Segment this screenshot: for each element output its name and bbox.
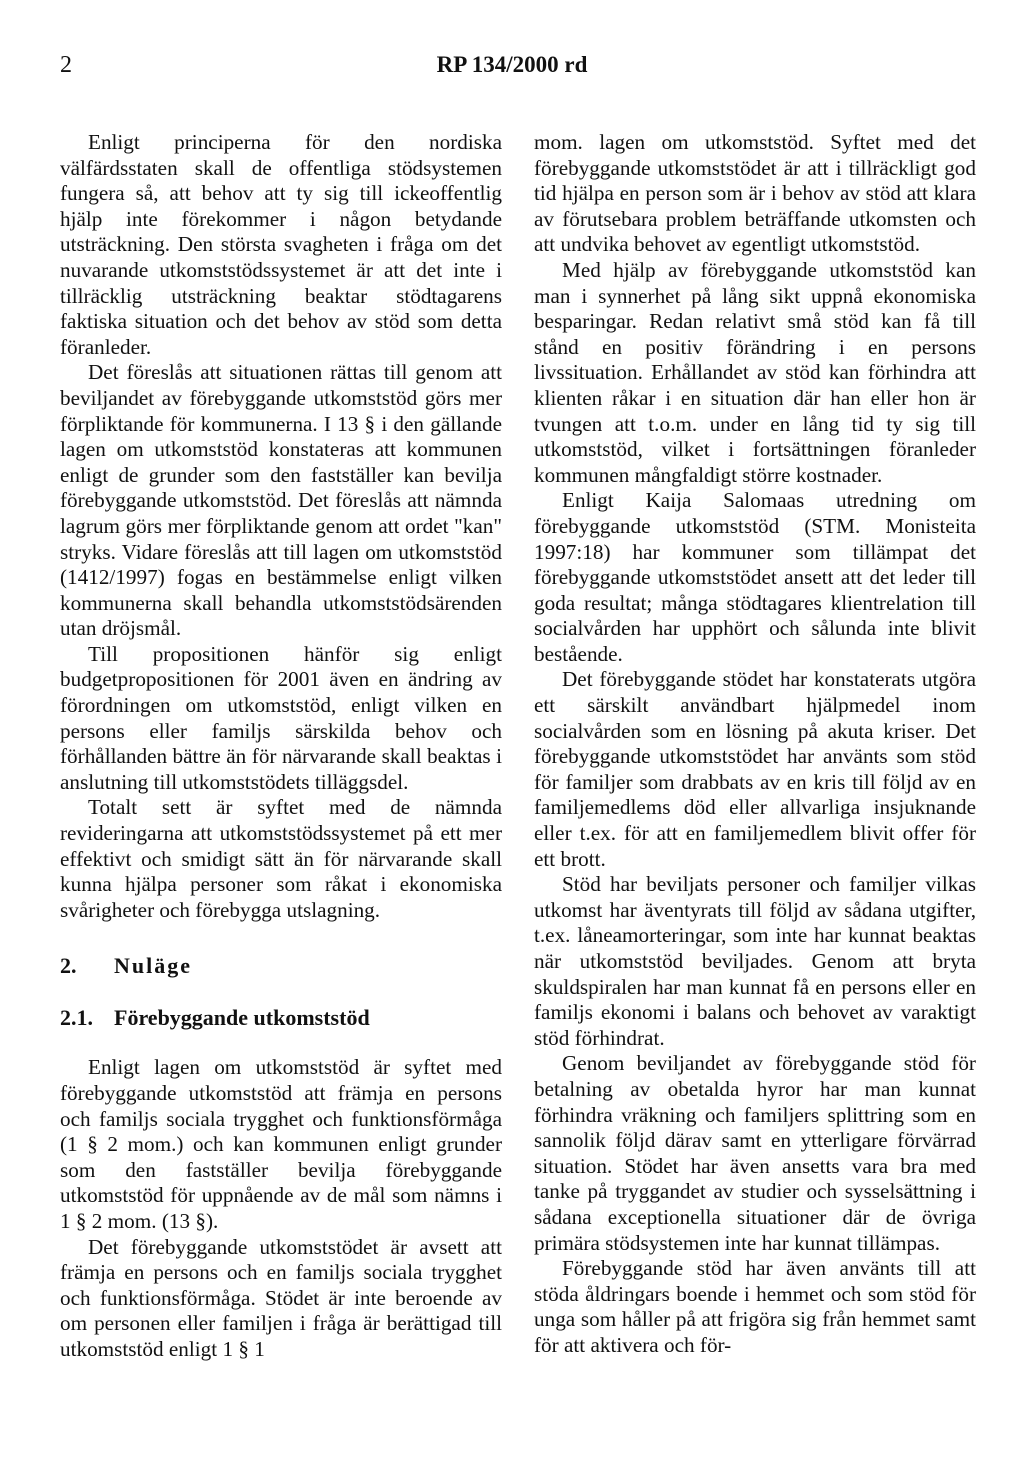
subsection-heading xyxy=(60,1003,502,1033)
section-heading xyxy=(60,951,502,981)
subsection-number: 2.1. xyxy=(60,1005,93,1031)
paragraph: Det förebyggande stödet har konstaterats utgöra ett särskilt användbart hjälpmedel inom socialvården som en lösning på akuta kriser. Det förebyggande utkomststödet har använts som stöd för familjer som drabbats av en kris till följd av en familjemedlems död eller allvarliga insjuknande eller t.ex. för att en familjemedlem blivit offer för ett brott. xyxy=(534,667,976,871)
paragraph: Med hjälp av förebyggande utkomststöd kan man i synnerhet på lång sikt uppnå ekonomiska besparingar. Redan relativt små stöd kan få till stånd en positiv förändring i en persons livssituation. Erhållandet av stöd kan förhindra att klienten råkar i en situation där han eller hon är tvungen att t.o.m. under en lång tid ty sig till utkomststöd, vilket i fortsättningen föranleder kommunen mångfaldigt större kostnader. xyxy=(534,257,976,487)
running-header: RP 134/2000 rd xyxy=(436,52,588,77)
right-column xyxy=(534,130,976,1359)
paragraph: mom. lagen om utkomststöd. Syftet med det förebyggande utkomststödet är att i tillräckligt god tid hjälpa en person som är i behov av stöd att klara av förutsebara problem beträffande utkomsten och att undvika behovet av egentligt utkomststöd. xyxy=(534,130,976,257)
section-title: Nuläge xyxy=(114,953,192,979)
paragraph: Totalt sett är syftet med de nämnda revideringarna att utkomststödssystemet på ett mer effektivt och smidigt sätt än för närvarande skall kunna hjälpa personer som råkat i ekonomiska svårigheter och förebygga utslagning. xyxy=(60,795,502,922)
paragraph: Genom beviljandet av förebyggande stöd för betalning av obetalda hyror har man kunnat förhindra vräkning och familjers splittring som en sannolik följd därav samt en ytterligare förvärrad situation. Stödet har även ansetts vara bra med tanke på tryggandet av studier och sysselsättning i sådana exceptionella situationer där de övriga primära stödsystemen inte har kunnat tillämpas. xyxy=(534,1051,976,1255)
section-number: 2. xyxy=(60,953,77,979)
paragraph: Till propositionen hänför sig enligt budgetpropositionen för 2001 även en ändring av förordningen om utkomststöd, enligt vilken en persons eller familjs särskilda behov och förhållanden bättre än för närvarande skall beaktas i anslutning till utkomststödets tilläggsdel. xyxy=(60,641,502,794)
subsection-title: Förebyggande utkomststöd xyxy=(114,1005,370,1031)
paragraph: Stöd har beviljats personer och familjer vilkas utkomst har äventyrats till följd av sådana utgifter, t.ex. låneamorteringar, som inte har kunnat beaktas när utkomststöd beviljades. Genom att bryta skuldspiralen har man kunnat få en persons eller en familjs ekonomi i balans och behovet av varaktigt stöd förhindrat. xyxy=(534,872,976,1050)
paragraph: Enligt lagen om utkomststöd är syftet med förebyggande utkomststöd att främja en persons och familjs sociala trygghet och funktionsförmåga (1 § 2 mom.) och kan kommunen enligt grunder som den fastställer bevilja förebyggande utkomststöd för uppnående av de mål som nämns i 1 § 2 mom. (13 §). xyxy=(60,1055,502,1233)
paragraph: Enligt Kaija Salomaas utredning om förebyggande utkomststöd (STM. Monisteita 1997:18) har kommuner som tillämpat det förebyggande utkomststödet ansett att det leder till goda resultat; många stödtagares klientrelation till socialvården har upphört och sålunda inte blivit bestående. xyxy=(534,488,976,666)
paragraph: Enligt principerna för den nordiska välfärdsstaten skall de offentliga stödsystemen fungera så, att behov att ty sig till ickeoffentlig hjälp inte förekommer i någon betydande utsträckning. Den största svagheten i fråga om det nuvarande utkomststödssystemet är att det inte i tillräcklig utsträckning beaktar stödtagarens faktiska situation och det behov av stöd som detta föranleder. xyxy=(60,130,502,359)
left-column xyxy=(60,130,502,1363)
paragraph: Förebyggande stöd har även använts till att stöda åldringars boende i hemmet och som stöd för unga som håller på att frigöra sig från hemmet samt för att aktivera och för- xyxy=(534,1256,976,1357)
paragraph: Det förebyggande utkomststödet är avsett att främja en persons och en familjs sociala trygghet och funktionsförmåga. Stödet är inte beroende av om personen eller familjen i fråga är berättigad till utkomststöd enligt 1 § 1 xyxy=(60,1234,502,1361)
paragraph: Det föreslås att situationen rättas till genom att beviljandet av förebyggande utkomststöd görs mer förpliktande för kommunerna. I 13 § i den gällande lagen om utkomststöd konstateras att kommunen enligt de grunder som den fastställer kan bevilja förebyggande utkomststöd. Det föreslås att nämnda lagrum görs mer förpliktande genom att ordet "kan" stryks. Vidare föreslås att till lagen om utkomststöd (1412/1997) fogas en bestämmelse enligt vilken kommunerna skall behandla utkomststödsärenden utan dröjsmål. xyxy=(60,360,502,641)
page-number: 2 xyxy=(60,52,72,78)
